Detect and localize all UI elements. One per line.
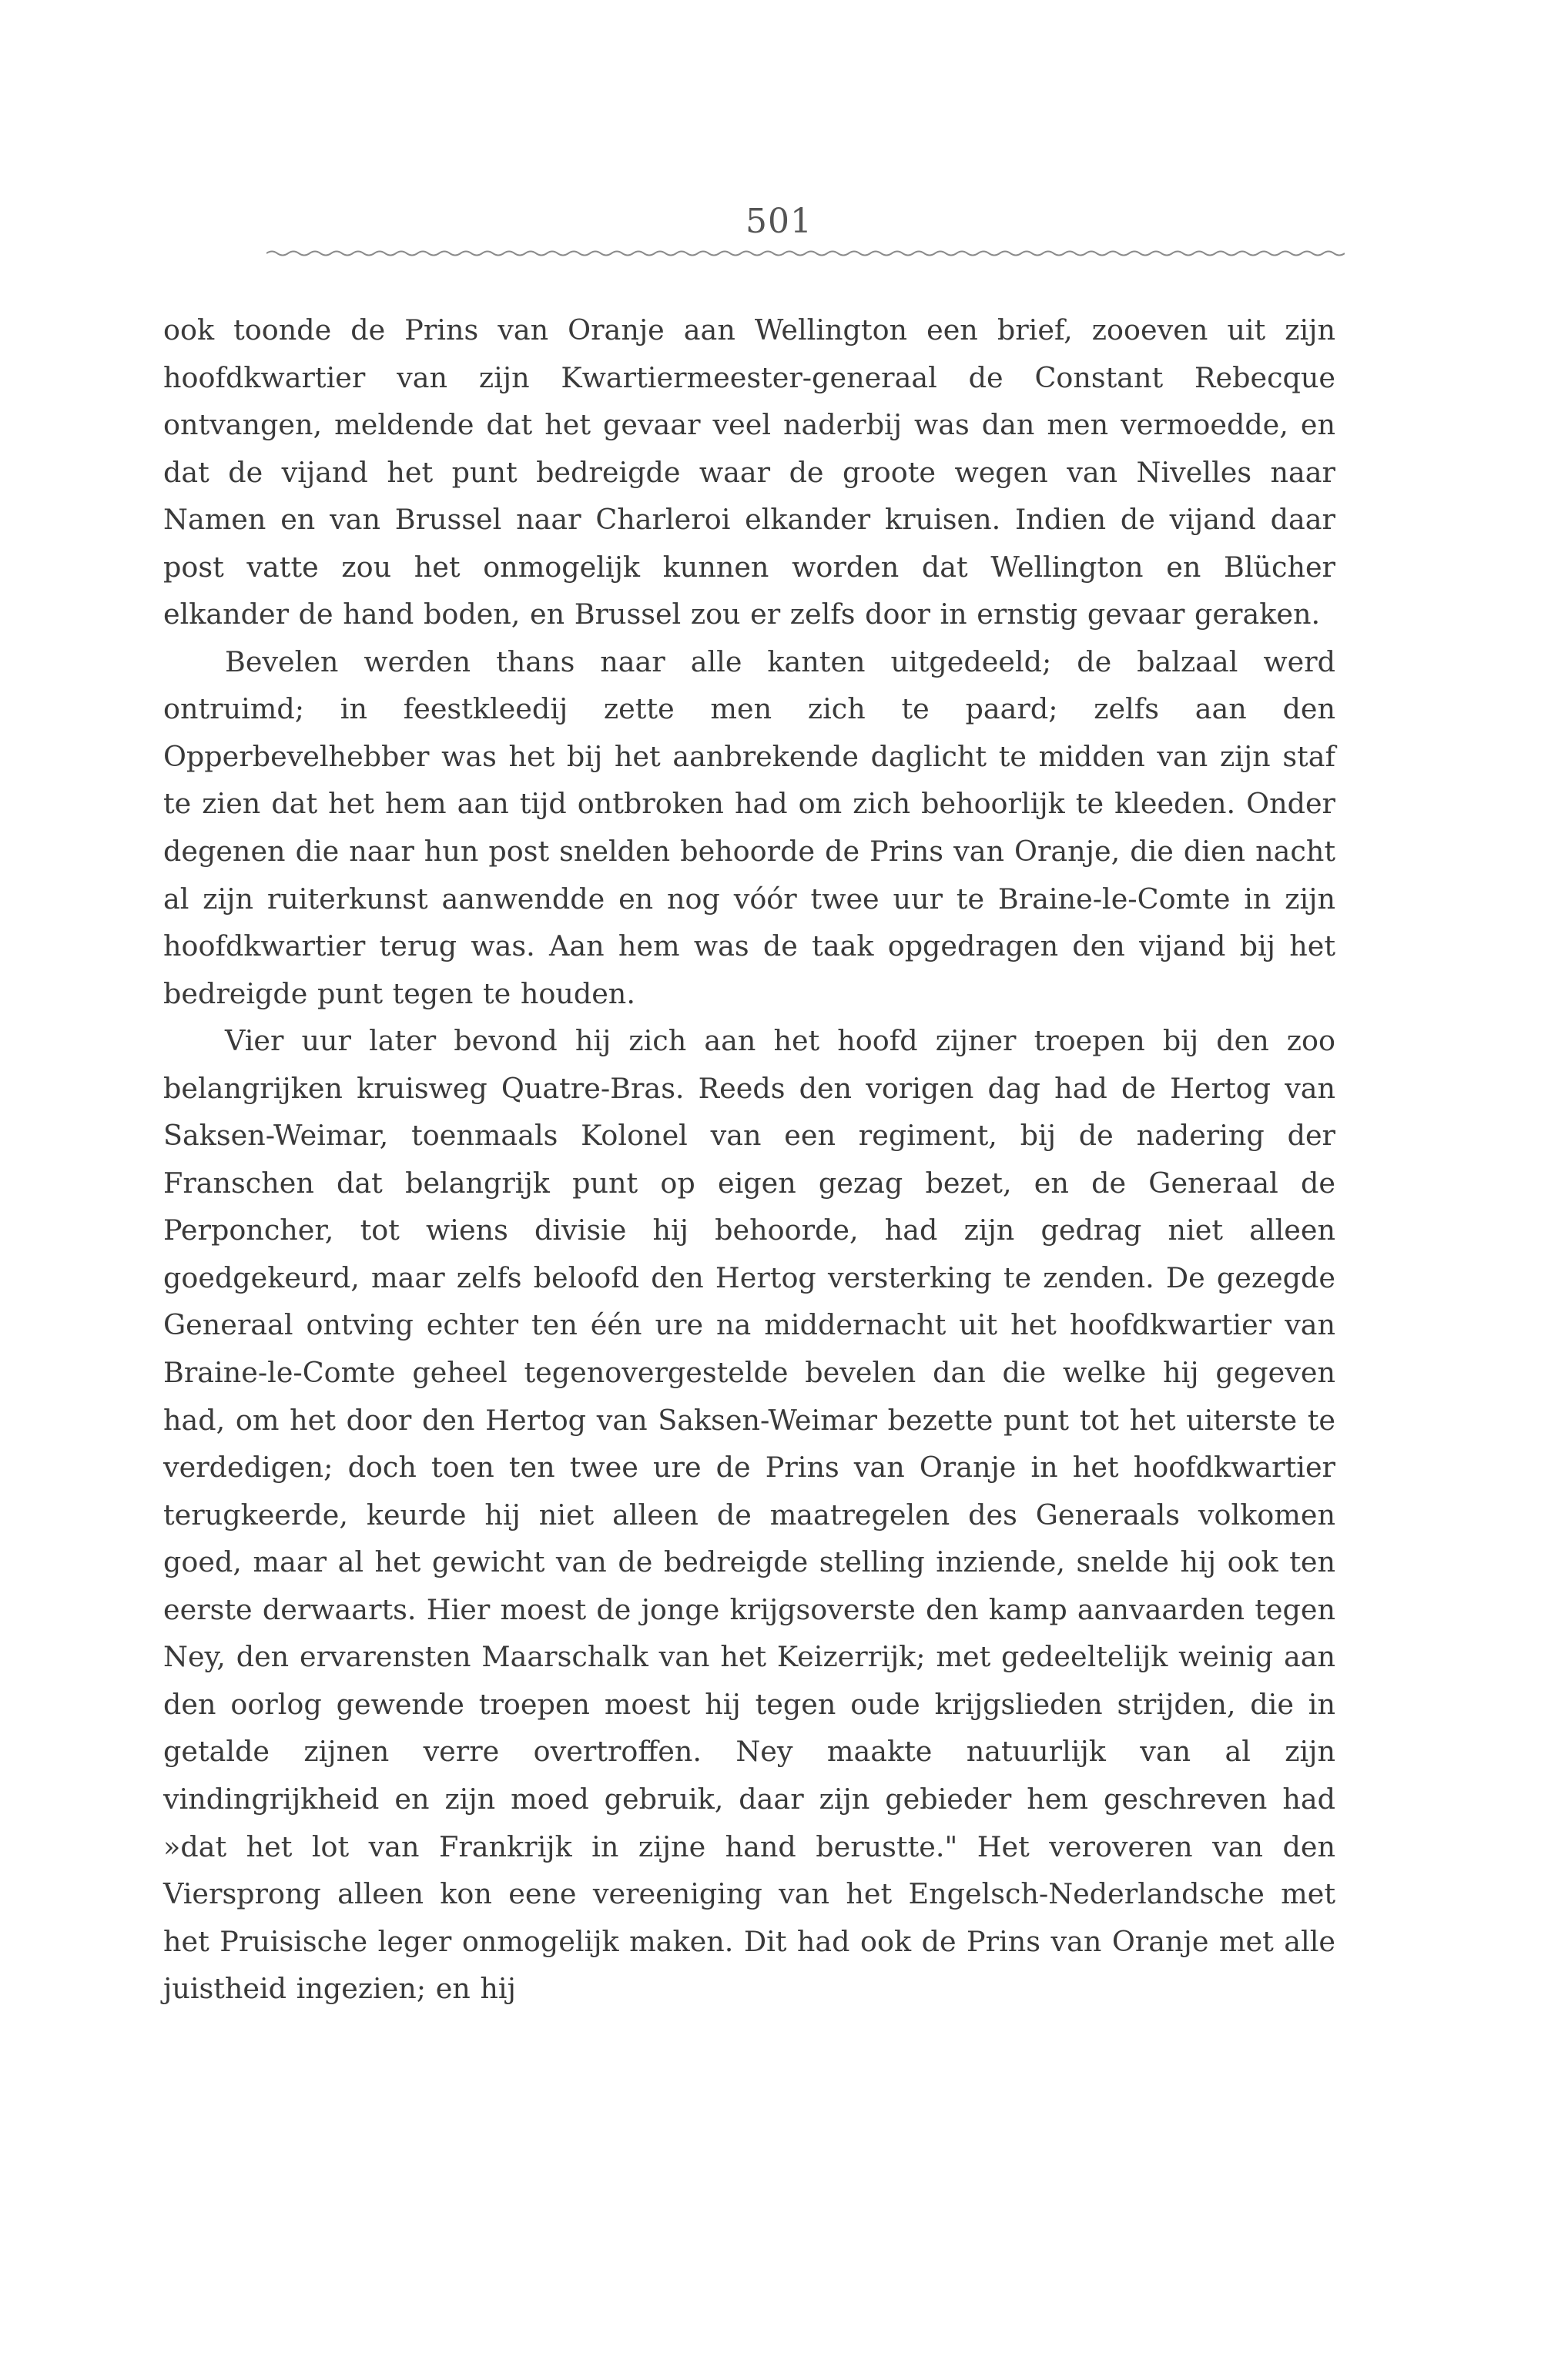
body-text xyxy=(163,306,1335,2013)
paragraph-1: ook toonde de Prins van Oranje aan Wellington een brief, zooeven uit zijn hoofdkwartier van zijn Kwartiermeester-generaal de Constant Rebecque ontvangen, meldende dat het gevaar veel naderbij was dan men vermoedde, en dat de vijand het punt bedreigde waar de groote wegen van Nivelles naar Namen en van Brussel naar Charleroi elkander kruisen. Indien de vijand daar post vatte zou het onmogelijk kunnen worden dat Wellington en Blücher elkander de hand boden, en Brussel zou er zelfs door in ernstig gevaar geraken. xyxy=(163,313,1335,631)
paragraph-3: Vier uur later bevond hij zich aan het hoofd zijner troepen bij den zoo belangrijken kruisweg Quatre-Bras. Reeds den vorigen dag had de Hertog van Saksen-Weimar, toenmaals Kolonel van een regiment, bij de nadering der Franschen dat belangrijk punt op eigen gezag bezet, en de Generaal de Perponcher, tot wiens divisie hij behoorde, had zijn gedrag niet alleen goedgekeurd, maar zelfs beloofd den Hertog versterking te zenden. De gezegde Generaal ontving echter ten één ure na middernacht uit het hoofdkwartier van Braine-le-Comte geheel tegenovergestelde bevelen dan die welke hij gegeven had, om het door den Hertog van Saksen-Weimar bezette punt tot het uiterste te verdedigen; doch toen ten twee ure de Prins van Oranje in het hoofdkwartier terugkeerde, keurde hij niet alleen de maatregelen des Generaals volkomen goed, maar al het gewicht van de bedreigde stelling inziende, snelde hij ook ten eerste derwaarts. Hier moest de jonge krijgsoverste den kamp aanvaarden tegen Ney, den ervarensten Maarschalk van het Keizerrijk; met gedeeltelijk weinig aan den oorlog gewende troepen moest hij tegen oude krijgslieden strijden, die in getalde zijnen verre overtroffen. Ney maakte natuurlijk van al zijn vindingrijkheid en zijn moed gebruik, daar zijn gebieder hem geschreven had »dat het lot van Frankrijk in zijne hand berustte." Het veroveren van den Viersprong alleen kon eene vereeniging van het Engelsch-Nederlandsche met het Pruisische leger onmogelijk maken. Dit had ook de Prins van Oranje met alle juistheid ingezien; en hij xyxy=(163,1024,1335,2006)
decorative-wavy-rule xyxy=(266,248,1345,259)
paragraph-2: Bevelen werden thans naar alle kanten uitgedeeld; de balzaal werd ontruimd; in feestkleedij zette men zich te paard; zelfs aan den Opperbevelhebber was het bij het aanbrekende daglicht te midden van zijn staf te zien dat het hem aan tijd ontbroken had om zich behoorlijk te kleeden. Onder degenen die naar hun post snelden behoorde de Prins van Oranje, die dien nacht al zijn ruiterkunst aanwendde en nog vóór twee uur te Braine-le-Comte in zijn hoofdkwartier terug was. Aan hem was de taak opgedragen den vijand bij het bedreigde punt tegen te houden. xyxy=(163,644,1335,1010)
page-number: 501 xyxy=(745,202,813,241)
